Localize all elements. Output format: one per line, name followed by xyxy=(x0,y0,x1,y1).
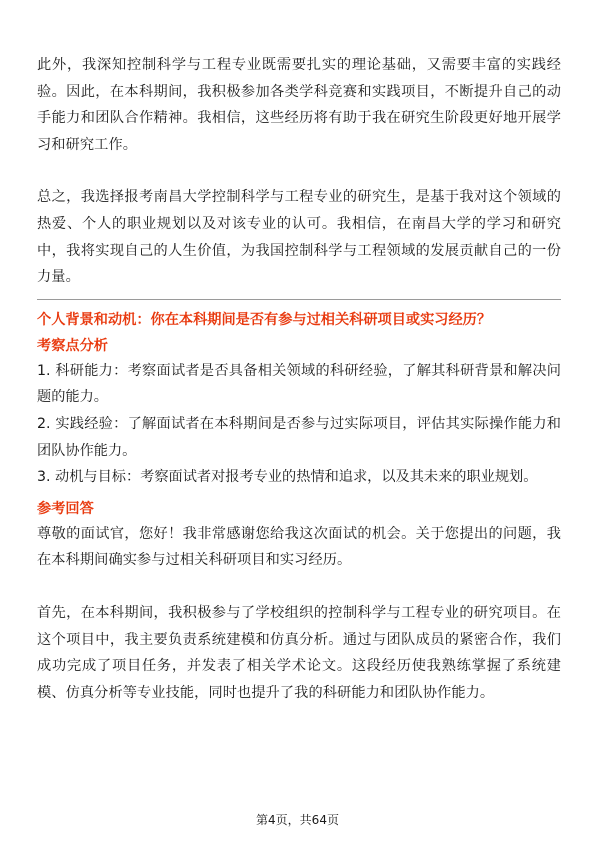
answer-paragraph: 首先，在本科期间，我积极参与了学校组织的控制科学与工程专业的研究项目。在这个项目中，我主要负责系统建模和仿真分析。通过与团队成员的紧密合作，我们成功完成了项目任务，并发表了相关学术论文。这段经历使我熟练掌握了系统建模、仿真分析等专业技能，同时也提升了我的科研能力和团队协作能力。 xyxy=(37,604,561,701)
section-divider xyxy=(37,299,561,300)
answer-title: 参考回答 xyxy=(37,500,94,517)
answer-paragraph: 尊敬的面试官，您好！我非常感谢您给我这次面试的机会。关于您提出的问题，我在本科期间确实参与过相关科研项目和实习经历。 xyxy=(37,525,561,569)
interview-question: 个人背景和动机：你在本科期间是否有参与过相关科研项目或实习经历？ xyxy=(37,311,492,328)
analysis-item: 1. 科研能力：考察面试者是否具备相关领域的科研经验，了解其科研背景和解决问题的能力。 xyxy=(37,362,561,406)
page-content xyxy=(37,52,561,706)
body-paragraph: 此外，我深知控制科学与工程专业既需要扎实的理论基础，又需要丰富的实践经验。因此，在本科期间，我积极参加各类学科竞赛和实践项目，不断提升自己的动手能力和团队合作精神。我相信，这些经历将有助于我在研究生阶段更好地开展学习和研究工作。 xyxy=(37,57,561,153)
analysis-title: 考察点分析 xyxy=(37,337,108,354)
body-paragraph: 总之，我选择报考南昌大学控制科学与工程专业的研究生，是基于我对这个领域的热爱、个人的职业规划以及对该专业的认可。我相信，在南昌大学的学习和研究中，我将实现自己的人生价值，为我国控制科学与工程领域的发展贡献自己的一份力量。 xyxy=(37,189,561,286)
analysis-item: 3. 动机与目标：考察面试者对报考专业的热情和追求，以及其未来的职业规划。 xyxy=(37,469,538,486)
analysis-item: 2. 实践经验：了解面试者在本科期间是否参与过实际项目，评估其实际操作能力和团队协作能力。 xyxy=(37,415,561,459)
page-footer: 第4页，共64页 xyxy=(256,813,339,827)
